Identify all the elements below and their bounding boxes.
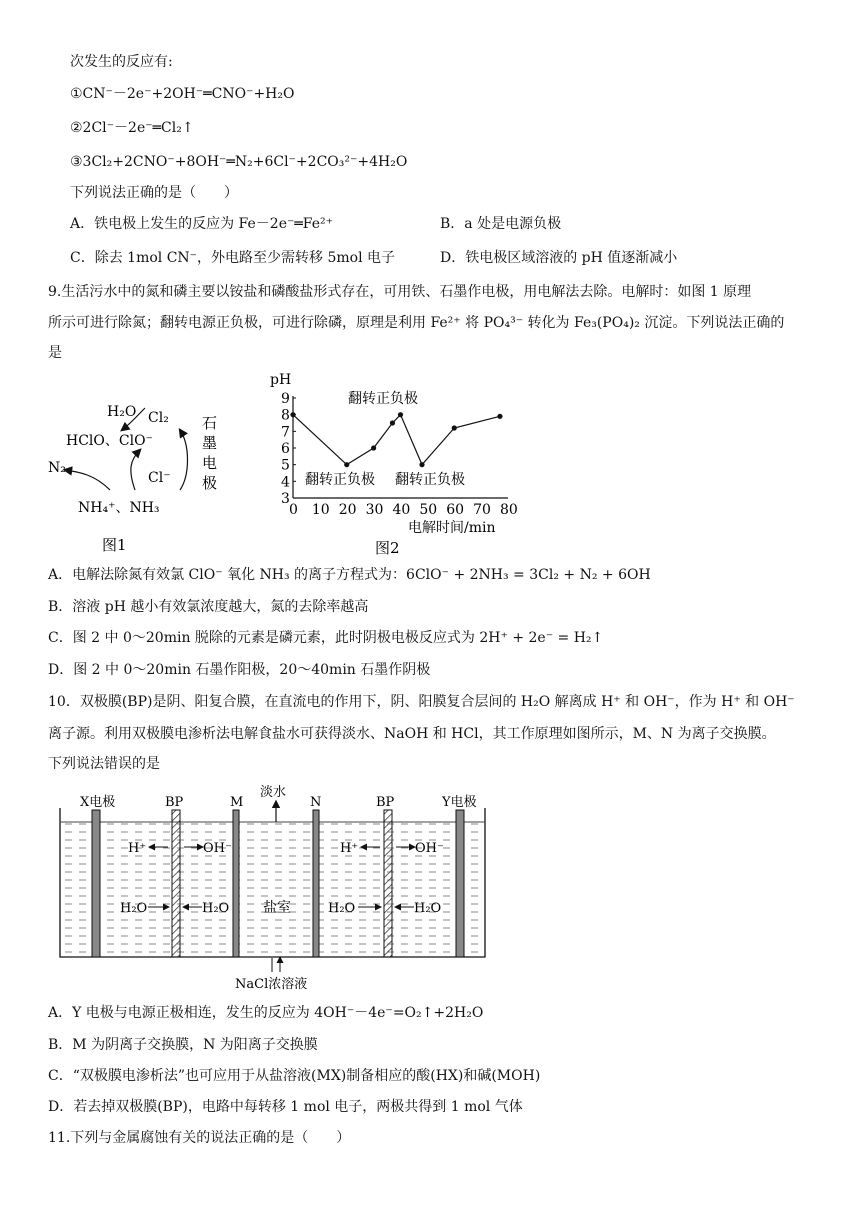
label-hplus-left: H⁺ — [128, 841, 147, 856]
chart-y-axis-label: pH — [270, 372, 292, 388]
fig1-electrode-char-4: 极 — [202, 474, 218, 492]
chart-data-point — [452, 425, 457, 430]
q8-option-a[interactable]: A．铁电极上发生的反应为 Fe－2e⁻═Fe²⁺ — [70, 216, 334, 232]
chart-x-tick-label: 10 — [311, 502, 330, 518]
m-membrane — [233, 810, 239, 957]
fig1-electrode-char-1: 石 — [202, 414, 218, 432]
label-x-electrode: X电极 — [80, 795, 116, 810]
q9-stem-line1: 9.生活污水中的氮和磷主要以铵盐和磷酸盐形式存在，可用铁、石墨作电极，用电解法去除。电解时：如图 1 原理 — [48, 284, 752, 300]
chart-annotation-3: 翻转正负极 — [395, 472, 465, 488]
q8-intro: 次发生的反应有: — [70, 54, 173, 70]
label-bp-2: BP — [376, 795, 395, 810]
q9-option-c[interactable]: C．图 2 中 0～20min 脱除的元素是磷元素，此时阴极电极反应式为 2H⁺ + 2e⁻ = H₂↑ — [48, 630, 604, 646]
chart-data-point — [290, 412, 295, 417]
label-water-3: H₂O — [328, 901, 356, 916]
chart-series-line — [293, 415, 500, 465]
fig1-electrode-char-3: 电 — [202, 454, 218, 472]
q8-option-b[interactable]: B．a 处是电源负极 — [440, 216, 562, 232]
x-electrode-bar — [92, 810, 100, 957]
chart-x-tick-label: 0 — [289, 502, 298, 518]
fig1-electrode-char-2: 墨 — [202, 434, 218, 452]
label-nacl-feed: NaCl浓溶液 — [235, 977, 308, 992]
fig1-arrow-hclo-to-clminus — [131, 450, 140, 490]
fig1-n2: N₂ — [48, 460, 66, 476]
q10-option-b[interactable]: B．M 为阴离子交换膜，N 为阳离子交换膜 — [48, 1037, 318, 1053]
figure-1-cycle-diagram — [40, 390, 240, 555]
chart-x-tick-label: 30 — [365, 502, 384, 518]
q8-reaction-1: ①CN⁻－2e⁻+2OH⁻═CNO⁻+H₂O — [70, 86, 295, 102]
n-membrane — [313, 810, 319, 957]
bp-membrane-2 — [384, 810, 392, 957]
label-fresh-water: 淡水 — [260, 785, 287, 800]
chart-data-point — [398, 412, 403, 417]
chart-data-point — [390, 420, 395, 425]
fig1-arrow-clminus-to-cl2 — [180, 430, 188, 490]
chart-y-tick-label: 9 — [281, 391, 290, 407]
chart-data-point — [371, 445, 376, 450]
fig1-caption: 图1 — [102, 536, 127, 554]
q8-reaction-3: ③3Cl₂+2CNO⁻+8OH⁻═N₂+6Cl⁻+2CO₃²⁻+4H₂O — [70, 154, 408, 170]
label-bp-1: BP — [165, 795, 184, 810]
q9-stem-line2: 所示可进行除氮；翻转电源正负极，可进行除磷，原理是利用 Fe²⁺ 将 PO₄³⁻ 转化为 Fe₃(PO₄)₂ 沉淀。下列说法正确的 — [48, 315, 785, 331]
chart-x-axis-label: 电解时间/min — [408, 520, 496, 536]
fig1-arrow-nh3-to-n2 — [65, 470, 110, 490]
chart-x-tick-label: 50 — [419, 502, 438, 518]
chart-x-tick-label: 60 — [446, 502, 465, 518]
chart-annotation-2: 翻转正负极 — [305, 472, 375, 488]
chart-y-tick-label: 5 — [281, 457, 290, 474]
label-y-electrode: Y电极 — [442, 795, 477, 810]
q8-option-d[interactable]: D．铁电极区域溶液的 pH 值逐渐减小 — [440, 250, 678, 266]
figure-2-ph-chart — [260, 368, 540, 556]
q8-stem: 下列说法正确的是（ ） — [70, 185, 238, 201]
q9-option-d[interactable]: D．图 2 中 0～20min 石墨作阳极，20～40min 石墨作阴极 — [48, 662, 431, 678]
chart-data-point — [497, 414, 502, 419]
fig1-nh4-nh3: NH₄⁺、NH₃ — [78, 500, 160, 516]
chart-x-tick-label: 20 — [338, 502, 357, 518]
label-m: M — [230, 795, 244, 810]
q11-stem: 11.下列与金属腐蚀有关的说法正确的是（ ） — [48, 1130, 351, 1146]
chart-y-tick-label: 4 — [281, 474, 290, 491]
chart-title: 图2 — [375, 539, 400, 556]
label-hplus-right: H⁺ — [340, 841, 359, 856]
label-n: N — [310, 795, 322, 810]
chart-y-tick-label: 6 — [281, 441, 290, 457]
fig1-hclo: HClO、ClO⁻ — [66, 433, 153, 449]
q10-stem-line3: 下列说法错误的是 — [48, 756, 160, 772]
chart-y-tick-label: 7 — [281, 424, 290, 441]
q8-option-c[interactable]: C．除去 1mol CN⁻，外电路至少需转移 5mol 电子 — [70, 250, 396, 266]
chart-data-point — [344, 462, 349, 467]
q8-reaction-2: ②2Cl⁻－2e⁻═Cl₂↑ — [70, 120, 194, 136]
bp-membrane-1 — [172, 810, 180, 957]
q9-option-b[interactable]: B．溶液 pH 越小有效氯浓度越大，氮的去除率越高 — [48, 599, 369, 615]
q10-option-a[interactable]: A．Y 电极与电源正极相连，发生的反应为 4OH⁻－4e⁻=O₂↑+2H₂O — [48, 1005, 484, 1021]
label-water-1: H₂O — [120, 901, 148, 916]
label-oh-right: OH⁻ — [415, 841, 444, 856]
chart-x-tick-label: 70 — [473, 502, 491, 518]
q10-stem-line2: 离子源。利用双极膜电渗析法电解食盐水可获得淡水、NaOH 和 HCl，其工作原理如图所示，M、N 为离子交换膜。 — [48, 726, 776, 742]
q10-stem-line1: 10．双极膜(BP)是阴、阳复合膜，在直流电的作用下，阴、阳膜复合层间的 H₂O 解离成 H⁺ 和 OH⁻，作为 H⁺ 和 OH⁻ — [48, 694, 795, 710]
label-water-2: H₂O — [202, 901, 230, 916]
y-electrode-bar — [456, 810, 464, 957]
q9-stem-line3: 是 — [48, 345, 62, 361]
chart-y-tick-label: 3 — [281, 491, 290, 507]
label-salt-room: 盐室 — [263, 900, 291, 916]
q10-option-d[interactable]: D．若去掉双极膜(BP)，电路中每转移 1 mol 电子，两极共得到 1 mol 气体 — [48, 1099, 523, 1115]
chart-annotation-1: 翻转正负极 — [348, 391, 418, 407]
label-oh-left: OH⁻ — [203, 841, 232, 856]
chart-x-tick-label: 80 — [500, 502, 518, 518]
q10-option-c[interactable]: C．“双极膜电渗析法”也可应用于从盐溶液(MX)制备相应的酸(HX)和碱(MOH) — [48, 1068, 541, 1084]
chart-data-point — [419, 462, 424, 467]
chart-x-tick-label: 40 — [392, 502, 411, 518]
label-water-4: H₂O — [414, 901, 442, 916]
fig1-clminus: Cl⁻ — [148, 470, 171, 486]
q10-electrodialysis-diagram — [50, 780, 495, 992]
fig1-cl2: Cl₂ — [148, 410, 169, 426]
chart-y-tick-label: 8 — [281, 407, 290, 424]
q9-option-a[interactable]: A．电解法除氮有效氯 ClO⁻ 氧化 NH₃ 的离子方程式为：6ClO⁻ + 2NH₃ = 3Cl₂ + N₂ + 6OH — [48, 567, 651, 583]
fig1-h2o: H₂O — [107, 404, 137, 420]
